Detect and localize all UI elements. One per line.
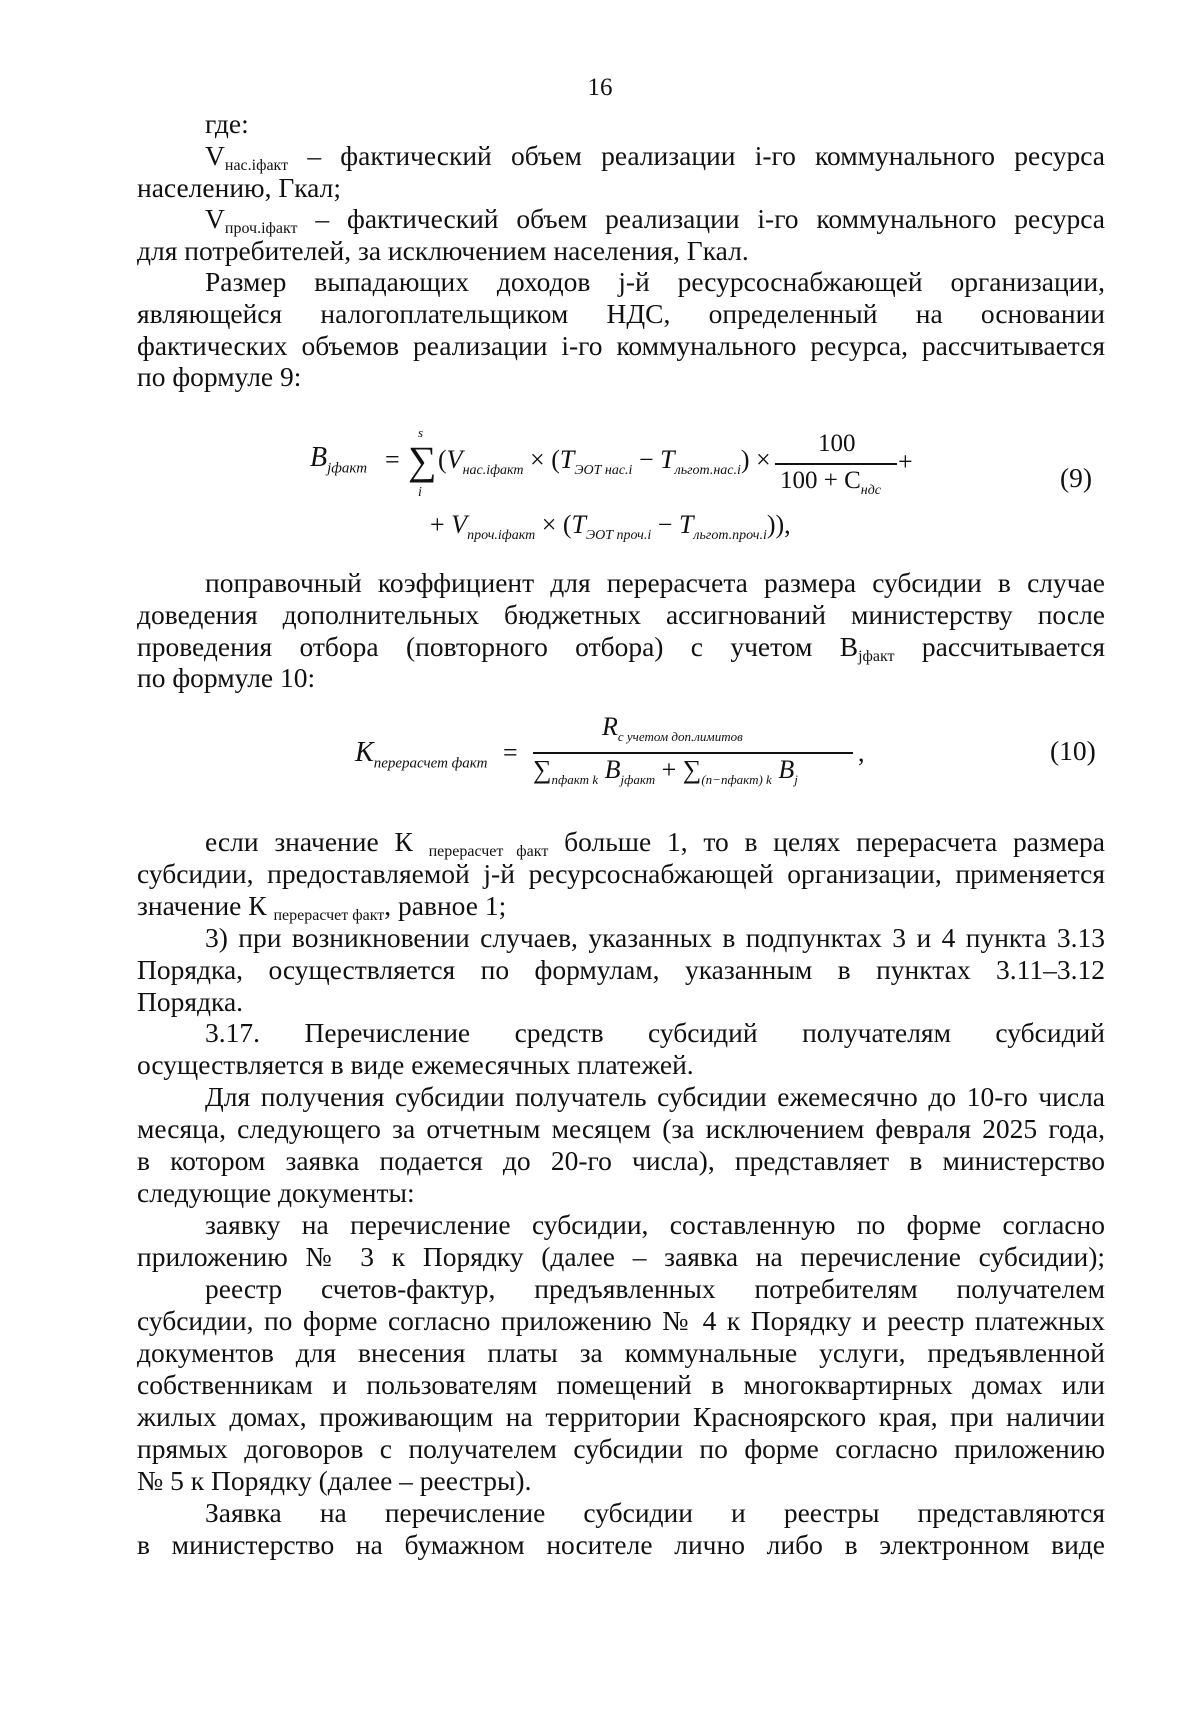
text-line: собственникам и пользователям помещений в многоквартирных домах или	[137, 1369, 1105, 1400]
text-line: прямых договоров с получателем субсидии по форме согласно приложению	[137, 1433, 1105, 1464]
text-line: Размер выпадающих доходов j-й ресурсоснабжающей организации,	[205, 266, 1105, 297]
document-page: 16 где: $V_{нас.iфакт}$ – фактический объем реализации i-го коммунального ресурса населению, Гкал; $V_{проч.iфакт}$ – фактический объем реализации i-го коммунального ресурса для потребителей, за исключением населения, Гкал. Размер выпадающих доходов j-й ресурсоснабжающей организации, являющейся налогоплательщиком НДС, определенный на основании фактических объемов реализации i-го коммунального ресурса, рассчитывается по формуле 9: $B_{jфакт}$ = s ∑ i ($V_{нас.iфакт} \times (T_{ЭОТ нас.i} - T_{льгот.нас.i})$ × 100 $100 + C_{ндс}$ + + $V_{проч.iфакт} \times (T_{ЭОТ проч.i} - T_{льгот.проч.i})$), (9) поправочный коэффициент для перерасчета размера субсидии в случае доведения дополнительных бюджетных ассигнований министерству после проведения отбора (повторного отбора) с учетом $В_{jфакт}$ рассчитывается по формуле 10: $K_{перерасчет факт}$ = $R_{с учетом доп.лимитов}$ $\sum_{nфакт k}$ $B_{jфакт} + \sum_{(n-nфакт) k}$ $B_j$ , (10) если значение К $_{перерасчет факт}$ больше 1, то в целях перерасчета размера субсидии, предоставляемой j-й ресурсоснабжающей организации, применяется значение К $_{перерасчет факт}$, равное 1; 3) при возникновении случаев, указанных в подпунктах 3 и 4 пункта 3.13 Порядка, осуществляется по формулам, указанным в пунктах 3.11–3.12 Порядка. 3.17. Перечисление средств субсидий получателям субсидий осуществляется в виде ежемесячных платежей. Для получения субсидии получатель субсидии ежемесячно до 10-го числа месяца, следующего за отчетным месяцем (за исключением февраля 2025 года, в котором заявка подается до 20-го числа), представляет в министерство следующие документы: заявку на перечисление субсидии, составленную по форме согласно приложению № 3 к Порядку (далее – заявка на перечисление субсидии); реестр счетов-фактур, предъявленных потребителям получателем субсидии, по форме согласно приложению № 4 к Порядку и реестр платежных документов для внесения платы за коммунальные услуги, предъявленной собственникам и пользователям помещений в многоквартирных домах или жилых домах, проживающим на территории Красноярского края, при наличии прямых договоров с получателем субсидии по форме согласно приложению № 5 к Порядку (далее – реестры). Заявка на перечисление субсидии и реестры представляются в министерство на бумажном носителе лично либо в электронном виде	[0, 0, 1200, 1716]
text-line: фактических объемов реализации i-го коммунального ресурса, рассчитывается	[137, 330, 1105, 361]
text-line: следующие документы:	[137, 1177, 415, 1208]
text-line: Порядка.	[137, 986, 244, 1017]
text-line: проведения отбора (повторного отбора) с учетом $В_{jфакт}$ рассчитывается	[137, 631, 1105, 665]
text-line: приложению № 3 к Порядку (далее – заявка на перечисление субсидии);	[137, 1241, 1105, 1272]
page-number: 16	[587, 74, 613, 101]
text-line: 3.17. Перечисление средств субсидий получателям субсидий	[205, 1017, 1105, 1048]
text-line: жилых домах, проживающим на территории Красноярского края, при наличии	[137, 1401, 1105, 1432]
text-line: доведения дополнительных бюджетных ассигнований министерству после	[137, 599, 1105, 630]
text-line: являющейся налогоплательщиком НДС, определенный на основании	[137, 298, 1105, 329]
text-line: $V_{нас.iфакт}$ – фактический объем реализации i-го коммунального ресурса	[205, 140, 1105, 174]
text-line: Порядка, осуществляется по формулам, указанным в пунктах 3.11–3.12	[137, 954, 1105, 985]
formula-lhs: $K_{перерасчет факт}$	[355, 737, 488, 772]
text-line: где:	[205, 108, 249, 139]
text-line: для потребителей, за исключением населения, Гкал.	[137, 235, 749, 266]
text-line: поправочный коэффициент для перерасчета размера субсидии в случае	[205, 567, 1105, 598]
text-line: по формуле 10:	[137, 662, 316, 693]
text-line: заявку на перечисление субсидии, составленную по форме согласно	[205, 1209, 1105, 1240]
fraction-bar	[533, 752, 853, 754]
formula-lhs: $B_{jфакт}$	[310, 442, 368, 477]
text-line: осуществляется в виде ежемесячных платежей.	[137, 1049, 694, 1080]
text-line: субсидии, по форме согласно приложению № 4 к Порядку и реестр платежных	[137, 1305, 1105, 1336]
text-line: $V_{проч.iфакт}$ – фактический объем реализации i-го коммунального ресурса	[205, 203, 1105, 237]
text-line: документов для внесения платы за коммунальные услуги, предъявленной	[137, 1337, 1105, 1368]
sum-sign: ∑	[408, 438, 437, 483]
formula-9-number: (9)	[1060, 462, 1093, 493]
text-line: Заявка на перечисление субсидии и реестры представляются	[205, 1497, 1105, 1528]
text-line: в котором заявка подается до 20-го числа), представляет в министерство	[137, 1145, 1105, 1176]
text-line: реестр счетов-фактур, предъявленных потребителям получателем	[205, 1273, 1105, 1304]
text-line: Для получения субсидии получатель субсидии ежемесячно до 10-го числа	[205, 1081, 1105, 1112]
text-line: населению, Гкал;	[137, 172, 341, 203]
text-line: в министерство на бумажном носителе лично либо в электронном виде	[137, 1529, 1105, 1560]
text-line: значение К $_{перерасчет факт}$, равное 1;	[137, 890, 507, 924]
text-line: по формуле 9:	[137, 361, 302, 392]
text-line: № 5 к Порядку (далее – реестры).	[137, 1465, 532, 1496]
fraction-bar	[775, 463, 897, 465]
text-line: 3) при возникновении случаев, указанных в подпунктах 3 и 4 пункта 3.13	[205, 922, 1105, 953]
formula-10-number: (10)	[1050, 735, 1096, 766]
text-line: месяца, следующего за отчетным месяцем (за исключением февраля 2025 года,	[137, 1113, 1105, 1144]
text-line: если значение К $_{перерасчет факт}$ больше 1, то в целях перерасчета размера	[205, 826, 1106, 860]
text-line: субсидии, предоставляемой j-й ресурсоснабжающей организации, применяется	[137, 858, 1105, 889]
